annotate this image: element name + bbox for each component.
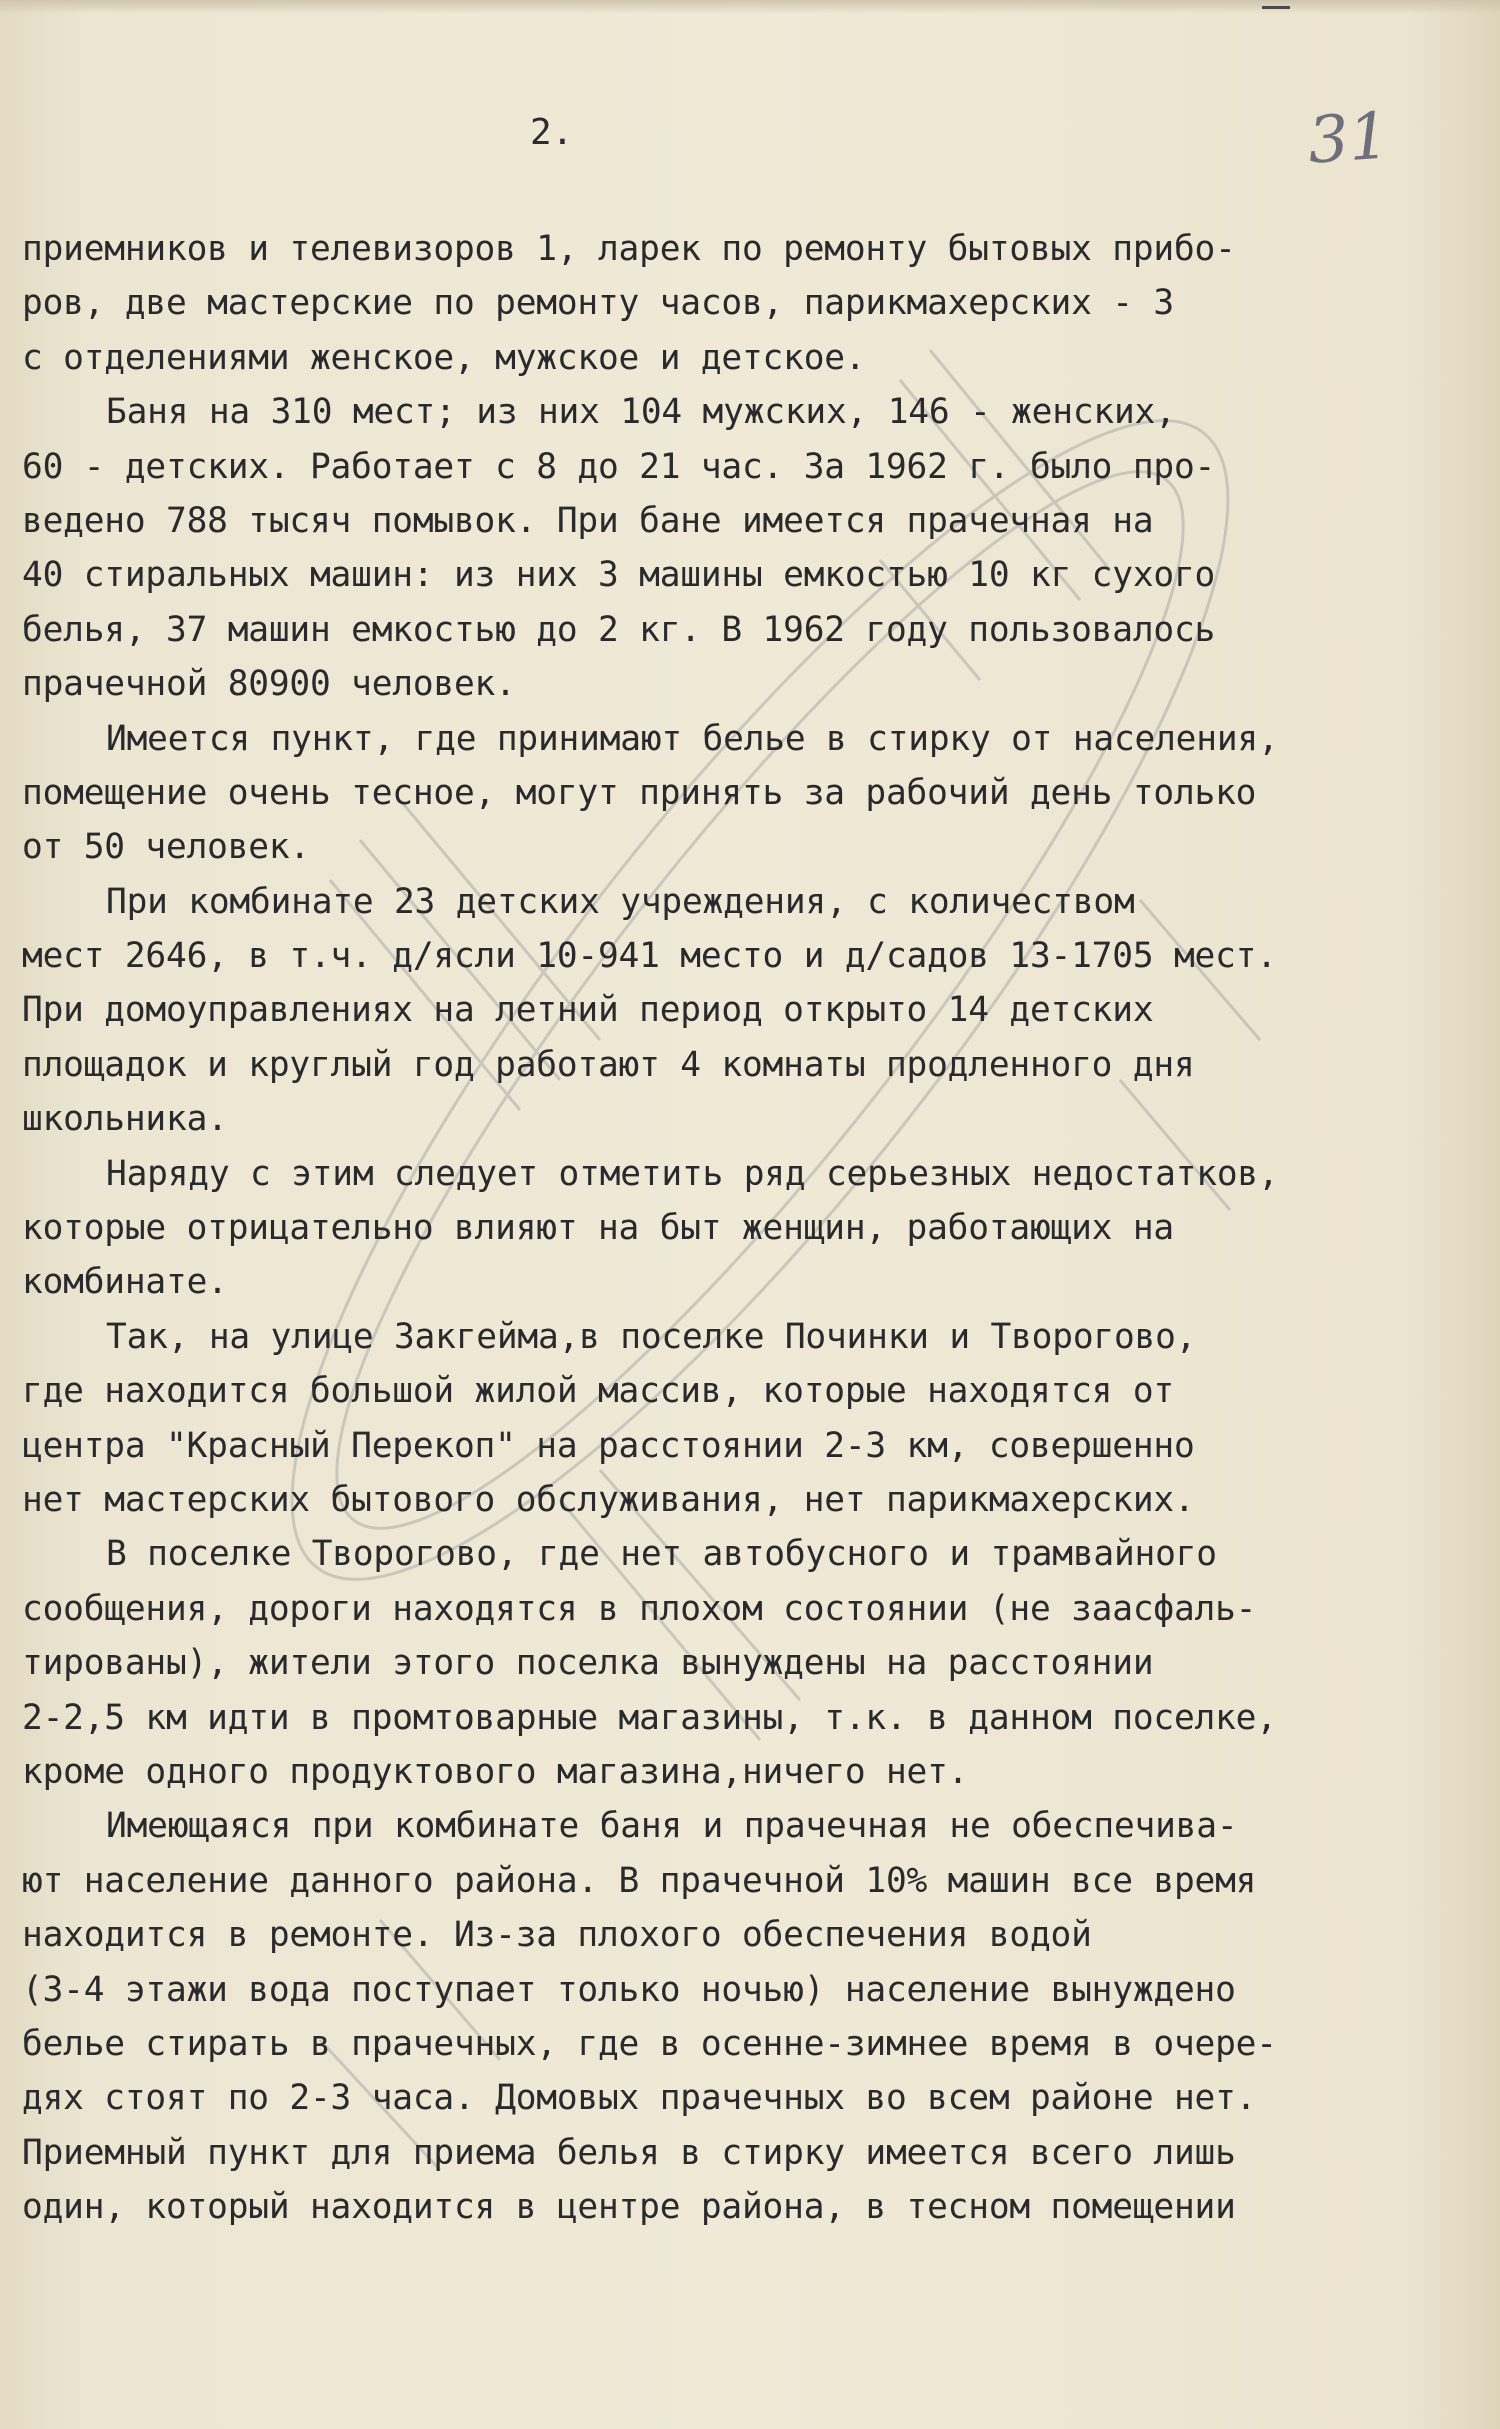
text-line: 40 стиральных машин: из них 3 машины емкостью 10 кг сухого [22, 555, 1216, 596]
text-line: комбинате. [22, 1262, 228, 1303]
text-line: Так, на улице Закгейма,в поселке Починки и Творогово, [106, 1316, 1197, 1357]
text-line: прачечной 80900 человек. [22, 664, 516, 705]
text-line: один, который находится в центре района, в тесном помещении [22, 2187, 1236, 2228]
text-line: тированы), жители этого поселка вынуждены на расстоянии [22, 1643, 1154, 1684]
text-line: мест 2646, в т.ч. д/ясли 10-941 место и д/садов 13-1705 мест. [22, 936, 1277, 977]
text-line: от 50 человек. [22, 827, 310, 868]
text-line: нет мастерских бытового обслуживания, нет парикмахерских. [22, 1479, 1195, 1520]
text-line: Баня на 310 мест; из них 104 мужских, 146 - женских, [106, 392, 1176, 433]
text-line: Имеется пункт, где принимают белье в стирку от населения, [106, 718, 1279, 759]
archive-sheet-number: 31 [1305, 99, 1392, 179]
text-line: ров, две мастерские по ремонту часов, парикмахерских - 3 [22, 283, 1174, 324]
text-line: кроме одного продуктового магазина,ничего нет. [22, 1751, 969, 1792]
text-line: При комбинате 23 детских учреждения, с количеством [106, 881, 1135, 922]
text-line: центра "Красный Перекоп" на расстоянии 2-3 км, совершенно [22, 1425, 1195, 1466]
text-line: которые отрицательно влияют на быт женщин, работающих на [22, 1208, 1174, 1249]
text-line: 2-2,5 км идти в промтоварные магазины, т.к. в данном поселке, [22, 1697, 1277, 1738]
typewritten-body [22, 222, 1492, 2234]
text-line: В поселке Творогово, где нет автобусного и трамвайного [106, 1534, 1217, 1575]
text-line: белья, 37 машин емкостью до 2 кг. В 1962 году пользовалось [22, 609, 1216, 650]
text-line: помещение очень тесное, могут принять за рабочий день только [22, 772, 1257, 813]
text-line: (3-4 этажи вода поступает только ночью) население вынуждено [22, 1969, 1236, 2010]
text-line: Наряду с этим следует отметить ряд серьезных недостатков, [106, 1153, 1279, 1194]
text-line: белье стирать в прачечных, где в осенне-зимнее время в очере- [22, 2023, 1277, 2064]
text-line: где находится большой жилой массив, которые находятся от [22, 1371, 1174, 1412]
text-line: с отделениями женское, мужское и детское. [22, 337, 866, 378]
text-line: школьника. [22, 1099, 228, 1140]
text-line: приемников и телевизоров 1, ларек по ремонту бытовых прибо- [22, 229, 1236, 269]
text-line: ют население данного района. В прачечной 10% машин все время [22, 1860, 1257, 1901]
text-line: 60 - детских. Работает с 8 до 21 час. За 1962 г. было про- [22, 446, 1216, 487]
text-line: сообщения, дороги находятся в плохом состоянии (не заасфаль- [22, 1588, 1257, 1629]
text-line: Имеющаяся при комбинате баня и прачечная не обеспечива- [106, 1806, 1238, 1847]
text-line: находится в ремонте. Из-за плохого обеспечения водой [22, 1915, 1092, 1956]
text-line: При домоуправлениях на летний период открыто 14 детских [22, 990, 1154, 1031]
text-line: ведено 788 тысяч помывок. При бане имеется прачечная на [22, 500, 1154, 541]
text-line: площадок и круглый год работают 4 комнаты продленного дня [22, 1044, 1195, 1085]
page-number: 2. [530, 112, 574, 153]
text-line: дях стоят по 2-3 часа. Домовых прачечных во всем районе нет. [22, 2078, 1257, 2119]
text-line: Приемный пункт для приема белья в стирку имеется всего лишь [22, 2132, 1236, 2173]
